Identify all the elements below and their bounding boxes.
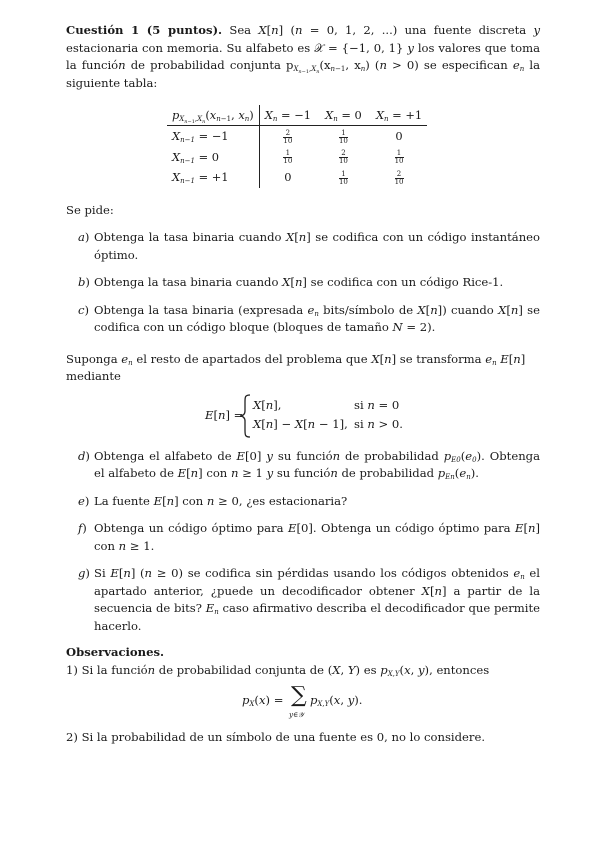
document-page [66, 22, 540, 747]
table-row [167, 126, 427, 147]
item-text: Obtenga un código óptimo para E[0]. Obtenga un código óptimo para E[n] con n ≥ 1. [94, 521, 540, 553]
suponga-paragraph: Suponga $e_n$ el resto de apartados del problema que X[n] se transforma $e_n$ E[n] mediante [66, 351, 526, 383]
list-item [66, 520, 540, 555]
fraction: $\frac{1}{10}$ [338, 128, 348, 145]
item-label: b) [78, 275, 90, 289]
fraction: $\frac{2}{10}$ [283, 128, 293, 145]
intro-text: Sea X[n] (n = 0, 1, 2, ...) una fuente discreta y estacionaria con memoria. Su alfabeto es 𝒳 = {−1, 0, 1} y los valores que toma la función de probabilidad conjunta $p_{X_{n-1},X_n}(x_{n-1}$, $x_n$) (n > 0) se especifican $e_n$ la siguiente tabla: [66, 23, 540, 90]
fraction: $\frac{2}{10}$ [394, 169, 404, 186]
question-title: Cuestión 1 (5 puntos). [66, 23, 223, 37]
items-list-second [66, 448, 540, 636]
table-row-label: $X_{n-1} = -1$ [167, 126, 259, 147]
formula-lhs: $p_X(x)$ = [242, 693, 284, 708]
table-cell [259, 147, 316, 168]
table-col-header: $X_n = 0$ [316, 105, 371, 126]
marginal-formula [66, 683, 540, 723]
table-col-header: $X_n = -1$ [259, 105, 316, 126]
se-pide-label: Se pide: [66, 202, 114, 217]
observation-1: 1) Si la función de probabilidad conjunta de (X, Y) es $p_{X,Y}(x$, y), entonces [66, 662, 490, 678]
cases-row2-expr: X[n] − X[n − 1], [253, 416, 348, 431]
sigma-subscript: y∈𝒴 [289, 711, 304, 719]
item-label: f) [78, 521, 87, 535]
table-cell [316, 167, 371, 188]
table-cell: 0 [284, 170, 292, 185]
item-text: Obtenga el alfabeto de E[0] y su función de probabilidad $p_{E0}(e_0)$. Obtenga el alfabeto de E[n] con n ≥ 1 y su función de probabilidad $p_{En}(e_n)$. [94, 448, 540, 481]
list-item [66, 302, 540, 337]
list-item [66, 493, 540, 511]
table-row-label: $X_{n-1} = +1$ [167, 167, 259, 188]
cases-row2-cond: si n > 0. [354, 416, 403, 431]
fraction: $\frac{1}{10}$ [283, 149, 293, 165]
table-row-label: $X_{n-1} = 0$ [167, 147, 259, 168]
cases-lhs: E[n] = [205, 407, 244, 422]
observation-2: 2) Si la probabilidad de un símbolo de una fuente es 0, no lo considere. [66, 730, 486, 744]
item-text: Obtenga la tasa binaria cuando X[n] se codifica con un código instantáneo óptimo. [94, 230, 541, 262]
item-text: Si E[n] (n ≥ 0) se codifica sin pérdidas usando los códigos obtenidos $e_n$ el apartado anterior, ¿puede un decodificador obtener X[n] a partir de la secuencia de bits? $E_n$ caso afirmativo describa el decodificador que permite hacerlo. [94, 566, 540, 633]
item-label: a) [78, 230, 90, 244]
sigma-symbol: ∑ [291, 683, 307, 708]
intro-paragraph [66, 22, 540, 92]
list-item [66, 565, 540, 635]
probability-table [167, 105, 427, 188]
items-list-first [66, 229, 540, 337]
item-label: e) [78, 493, 90, 508]
cases-row1-cond: si n = 0 [354, 397, 400, 412]
fraction: $\frac{1}{10}$ [394, 149, 404, 165]
table-row [167, 147, 427, 168]
item-text: La fuente E[n] con n ≥ 0, ¿es estacionaria? [94, 493, 348, 508]
cases-row1-expr: X[n], [253, 397, 282, 412]
list-item [66, 448, 540, 483]
formula-rhs: $p_{X,Y}(x$, y). [310, 693, 363, 708]
table-cell [259, 126, 316, 147]
table-corner-header: $p_{X_{n-1},X_n}(x_{n-1}$, $x_n$) [167, 105, 259, 126]
item-text: Obtenga la tasa binaria (expresada $e_n$ bits/símbolo de X[n]) cuando X[n] se codifica con un código bloque (bloques de tamaño N = 2). [94, 302, 540, 334]
table-row [167, 167, 427, 188]
item-label: g) [78, 566, 90, 580]
fraction: $\frac{2}{10}$ [338, 149, 348, 165]
table-cell [371, 167, 427, 188]
item-label: d) [78, 448, 90, 463]
left-brace-icon [238, 394, 252, 438]
item-text: Obtenga la tasa binaria cuando X[n] se codifica con un código Rice-1. [94, 275, 504, 289]
table-cell [371, 147, 427, 168]
table-body [167, 126, 427, 188]
table-cell [316, 126, 371, 147]
table-cell [316, 147, 371, 168]
observations-title: Observaciones. [66, 645, 165, 659]
table-col-header: $X_n = +1$ [371, 105, 427, 126]
list-item [66, 229, 540, 264]
table-cell: 0 [395, 129, 403, 144]
list-item [66, 274, 540, 292]
fraction: $\frac{1}{10}$ [338, 169, 348, 186]
piecewise-definition [66, 394, 540, 438]
table-header-row [167, 105, 427, 126]
item-label: c) [78, 302, 90, 317]
